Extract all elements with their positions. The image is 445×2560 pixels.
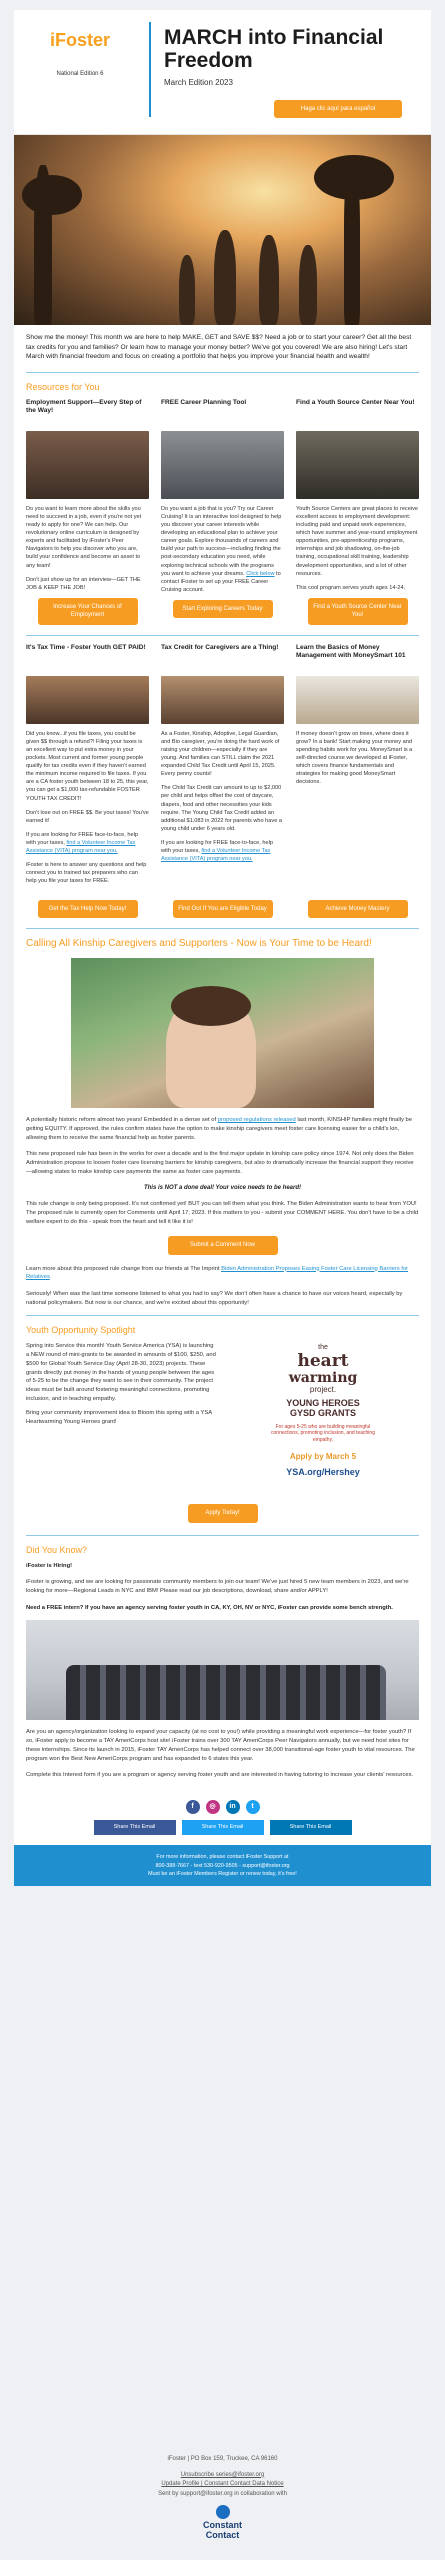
divider [26,928,419,929]
employment-button[interactable]: Increase Your Chances of Employment [38,598,138,625]
career-button[interactable]: Start Exploring Careers Today [173,600,273,618]
kinship-heading: Calling All Kinship Caregivers and Supporters - Now is Your Time to be Heard! [26,938,372,950]
submit-comment-button[interactable]: Submit a Comment Now [168,1236,278,1254]
instagram-icon[interactable]: ◎ [206,1800,220,1814]
logo-wordmark: iFoster [49,30,110,50]
youth-center-button[interactable]: Find a Youth Source Center Near You! [308,598,408,625]
graphic-text: heart [297,1351,349,1372]
graphic-text: YSA.org/Hershey [286,1467,360,1478]
card-body: If money doesn't grow on trees, where does it grow? In a bank! Start making your money and spending habits work for you. MoneySmart is a self-directed course we developed at iFoster, which covers finance fundamentals and strategies for making good MoneySmart decisions. [296,730,413,786]
contact-line: For more information, please contact iFoster Support at [156,1854,289,1861]
tax-time-card [26,644,149,892]
card-body-2: Don't lose out on FREE $$. Be your taxes! You've earned it! [26,809,149,824]
newsletter-title: MARCH into Financial Freedom [164,26,384,73]
cc-badge-icon [216,2505,230,2519]
card-body: Did you know...if you file taxes, you could be given $$ through a refund?! Filing your taxes is an excellent way to put extra money in your pockets. Most current and former young people qualify for tax credits even if they haven't earned the minimum income required to file taxes. If you are a CA foster youth between 18 to 25, this year, you can get a $1,000 tax-refundable FOSTER YOUTH TAX CREDIT! [26,730,149,802]
twitter-icon[interactable]: t [246,1800,260,1814]
graphic-text: GYSD GRANTS [289,1407,356,1418]
intro-paragraph: Show me the money! This month we are here to help MAKE, GET and SAVE $$? Need a job or to start your career? Get all the best tax credits for you and families? Or learn how to manage your money better? We've got you covered! We are also hiring! Let's start March with financial freedom and focus on creating a portfolio that helps you improve your financial health and wealth! [26,334,412,361]
graphic-text: warming [288,1369,358,1386]
graphic-text: project. [309,1385,337,1395]
card-heading: Find a Youth Source Center Near You! [296,398,415,406]
proposed-regulations-link[interactable]: proposed regulations released [217,1117,296,1124]
linkedin-icon[interactable]: in [226,1800,240,1814]
graphic-text: Apply by March 5 [289,1452,357,1462]
card-body: As a Foster, Kinship, Adoptive, Legal Guardian, and Bio caregiver, you're doing the hard work of raising your children—especially if they are young. And families can STILL claim the 2021 expanded Child Tax Credit until April 15, 2025. Every penny counts! [161,730,280,778]
youth-opportunity-heading: Youth Opportunity Spotlight [26,1325,136,1336]
group-photo-image [26,431,149,499]
resources-heading: Resources for You [26,381,100,392]
ifoster-logo [26,28,134,118]
card-body-2: The Child Tax Credit can amount to up to $2,000 per child and helps offset the cost of daycare, diapers, food and other necessities your kids require. The Young Child Tax Credit added an additional $1,083 in 2022 for parents who have a young child under 6 years old. [161,785,282,832]
employment-support-card [26,399,149,625]
card-body-2: This cool program serves youth ages 14-24. [296,584,406,591]
email-body [14,10,431,1886]
card-body-4: iFoster is here to answer any questions and help connect you to trained tax preparers who can help you file your taxes for FREE. [26,862,147,885]
kinship-paragraph-1: A potentially historic reform almost two years! Embedded in a dense set of proposed regulations released last month, KINSHIP families might finally be getting EQUITY. If approved, the rules confirm states have the option to make kinship caregivers meet foster care licensing easier for a child's kin, allowing them to receive the same financial help as foster parents. [26,1117,412,1141]
tax-photo-image [26,676,149,724]
kinship-paragraph-3: This rule change is only being proposed. It's not confirmed yet! BUT you can tell them what you think. The Biden Administration wants to hear from YOU! The proposed rule is currently open for Comments until April 17, 2023. If this matters to you - submit your COMMENT HERE. You don't have to be a child welfare expert to do this - speak from the heart and tell it like it is! [26,1201,419,1225]
did-you-know-heading: Did You Know? [26,1544,88,1555]
youth-center-image [296,431,419,499]
imprint-article-link[interactable]: Biden Administration Proposes Easing Foster Care Licensing Barriers for Relatives [26,1265,409,1281]
money-management-card [296,644,419,892]
card-heading: Learn the Basics of Money Management with MoneySmart 101 [296,643,406,660]
americorps-paragraph: Are you an agency/organization looking to expand your capacity (at no cost to you!) while providing a meaningful work experience—for foster youth? If so, iFoster apply to become a TAY AmeriCorps host site! iFoster trains over 300 TAY AmeriCorps Peer Navigators annually, but we need host sites for these internships. Since its launch in 2015, iFoster TAY AmeriCorps has helped connect over 38,000 transitional-age foster youth to vital resources. The program won the Best New AmeriCorps program and has expanded to 6 states this year. [26,1729,415,1762]
share-twitter-button[interactable]: Share This Email [182,1820,264,1835]
sent-by: Sent by support@ifoster.org in collaboration with [158,2490,287,2497]
cc-brand: Constant [203,2520,242,2531]
vita-link[interactable]: find a Volunteer Income Tax Assistance (VITA) program near you. [26,839,136,855]
money-mastery-button[interactable]: Achieve Money Mastery [308,900,408,919]
card-heading: Employment Support—Every Step of the Way! [26,398,142,415]
constant-contact-logo[interactable] [188,2505,258,2541]
share-buttons [14,1820,431,1845]
card-heading: FREE Career Planning Tool [161,398,247,406]
email-header [14,10,431,135]
edition-label: March Edition 2023 [164,78,233,87]
card-heading: It's Tax Time - Foster Youth GET PAID! [26,643,146,651]
resources-row-2-buttons [14,892,431,929]
eligibility-button[interactable]: Find Out If You are Eligible Today [173,900,273,919]
address: iFoster | PO Box 159, Truckee, CA 96160 [167,2456,278,2462]
divider [26,1535,419,1536]
share-linkedin-button[interactable]: Share This Email [270,1820,352,1835]
tax-help-button[interactable]: Get the Tax Help Now Today! [38,900,138,919]
interest-form-paragraph: Complete this Interest form if you are a program or agency serving foster youth and are interested in having tutoring to increase your clients' resources. [26,1772,414,1779]
youth-source-card [296,399,419,625]
cc-brand: Contact [205,2530,240,2541]
divider [26,1315,419,1316]
team-photo-image [26,1620,419,1720]
caregiver-tax-card [161,644,284,892]
contact-footer [14,1845,431,1886]
email-footer [0,2455,445,2541]
graphic-text: YOUNG HEROES [286,1398,360,1409]
update-profile-link[interactable]: Update Profile | Constant Contact Data Notice [161,2481,284,2488]
facebook-icon[interactable]: f [186,1800,200,1814]
resources-row-1 [14,399,431,625]
card-body-3: If you are looking for FREE face-to-face, help with your taxes, find a Volunteer Income Tax Assistance (VITA) program near you. [161,839,273,863]
vita-link[interactable]: find a Volunteer Income Tax Assistance (VITA) program near you. [161,848,271,863]
spanish-button[interactable]: Haga clic aquí para español [274,100,402,118]
contact-line: 800-388-7667 - text 530-920-9505 - support@ifoster.org [155,1862,290,1869]
click-below-link[interactable]: Click below [246,570,275,577]
career-photo-image [161,431,284,499]
graphic-text: For ages 5-25 who are building meaningful connections, promoting inclusion, and teaching empathy. [271,1423,375,1443]
social-icons [14,1788,431,1820]
family-photo-image [161,676,284,724]
share-facebook-button[interactable]: Share This Email [94,1820,176,1835]
youth-opportunity-block [14,1342,431,1492]
card-body: Youth Source Centers are great places to receive excellent access to employment development: including paid and unpaid work experiences, which have summer and year-round employment opportunities, pre-apprenticeship programs, internships and job shadowing, on-the-job training, occupational skill training, leadership development opportunities, and a lot of other resources. [296,505,418,577]
hero-image [14,135,431,325]
resources-row-2 [14,636,431,892]
career-planning-card [161,399,284,625]
card-body-3: If you are looking for FREE face-to-face, help with your taxes, find a Volunteer Income Tax Assistance (VITA) program near you. [26,831,138,855]
money-plant-image [296,676,419,724]
divider [26,635,419,636]
logo-subtitle: National Edition 6 [56,71,104,78]
card-body-2: Don't just show up for an interview—GET THE JOB & KEEP THE JOB! [26,576,141,591]
kinship-paragraph-5: Seriously! When was the last time someone listened to what you had to say? We don't often have a chance to have our voices heard, especially by national policymakers. But now is our chance, and we're excited about this opportunity! [26,1290,403,1306]
intern-paragraph: Need a FREE intern? If you have an agency serving foster youth in CA, KY, OH, NV or NYC, iFoster can provide some bench strength. [26,1604,393,1611]
youth-paragraph-1: Spring into Service this month! Youth Service America (YSA) is launching a NEW round of mini-grants to be awarded in amounts of $100, $250, and $500 for Global Youth Service Day (April 28-30, 2023) projects. These grants directly put money in the hands of young people between the ages of 5-25 to be the change they want to see in their community. The project ideas must be built around fostering meaningful connections, promoting inclusion, and in teaching empathy. [26,1343,216,1402]
header-divider [149,22,151,117]
divider [26,372,419,373]
kinship-paragraph-2: This new proposed rule has been in the works for over a decade and is the first major update in kinship care policy since 1974. Not only does the Biden Administration propose to loosen foster care licensing barriers for kinship caregivers, but also to dramatically increase the financial support they receive—allowing states to make kinship care payments the same as foster care payments. [26,1151,414,1175]
graphic-text: the [318,1344,328,1352]
hiring-subheading: iFoster is Hiring! [26,1562,73,1569]
unsubscribe-link[interactable]: Unsubscribe series@ifoster.org [180,2471,265,2478]
hiring-paragraph: iFoster is growing, and we are looking for passionate community members to join our team! We've just hired 5 new team members in 2023, and we're looking for more—Regional Leads in NYC and IBM! Please read our job descriptions, download, share and/or APPLY! [26,1579,409,1595]
card-body: Do you want to learn more about the skills you need to succeed in a job, even if you're not yet ready to apply for one? We can help. Our revolutionary online curriculum is designed by experts and facilitated by iFoster's Peer Navigators to help you discover who you are, build your confidence and become an asset to any team! [26,505,142,569]
youth-opportunity-text [26,1342,216,1492]
heartwarming-project-graphic [228,1342,418,1492]
youth-paragraph-2: Bring your community improvement idea to Bloom this spring with a YSA Heartwarming Young Heroes grant! [26,1410,212,1425]
kinship-callout: This is NOT a done deal! Your voice needs to be heard! [143,1185,302,1192]
card-heading: Tax Credit for Caregivers are a Thing! [161,643,279,651]
card-body: Do you want a job that is you? Try our Career Cruising! It is an interactive tool designed to help you discover your career interests while developing an educational plan to achieve your career goals. Explore thousands of careers and build your path to success—including finding the post-secondary education you need, while exploring technical schools with the programs you want to achieve your dreams. Click below to contact iFoster to set up your FREE Career Cruising account. [161,505,282,593]
apply-today-button[interactable]: Apply Today! [188,1504,258,1522]
child-photo-image [71,958,374,1108]
contact-line: Must be an iFoster Members Register or renew today, it's free! [148,1871,297,1878]
kinship-paragraph-4: Learn more about this proposed rule change from our friends at The Imprint Biden Administration Proposes Easing Foster Care Licensing Barriers for Relatives [26,1265,409,1281]
